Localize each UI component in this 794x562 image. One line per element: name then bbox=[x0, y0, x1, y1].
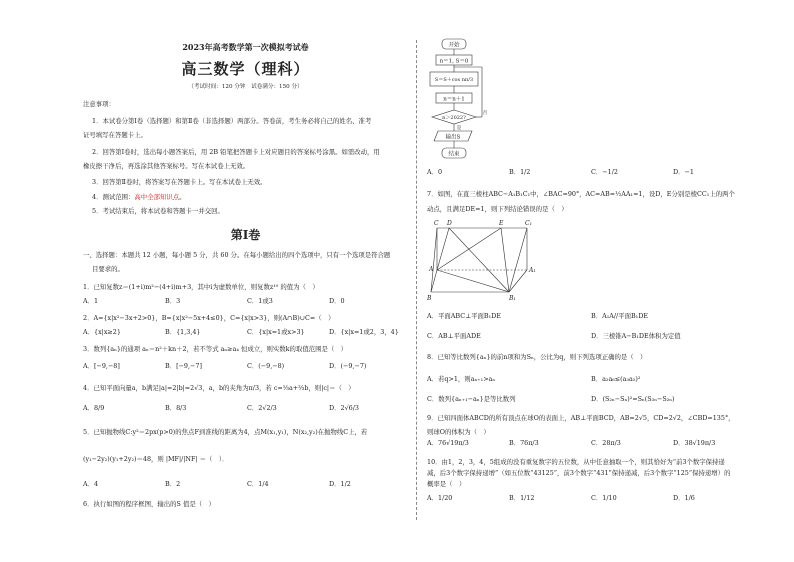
q7-option-a: A．平面ABC⊥平面B₁DE bbox=[427, 312, 501, 320]
q1-option-b: B．3 bbox=[165, 297, 181, 305]
q9-option-d: D．38√19π/3 bbox=[673, 439, 716, 447]
question-5-options bbox=[83, 480, 411, 488]
q3-option-b: B．[−9,−7] bbox=[165, 362, 202, 370]
question-1-options bbox=[83, 297, 411, 305]
q4-option-c: C．2√2/3 bbox=[247, 404, 277, 412]
question-8-options-row2 bbox=[427, 395, 755, 403]
question-9a: 9．已知四面体ABCD的所有顶点在球O的表面上，AB⊥平面BCD，AB=2√5，CD=2√2，∠CBD=135°， bbox=[427, 414, 735, 422]
left-column bbox=[78, 0, 413, 562]
program-flowchart bbox=[426, 38, 502, 160]
q5-option-c: C．1/4 bbox=[247, 480, 269, 488]
q4-option-d: D．2√6/3 bbox=[329, 404, 359, 412]
note-3: 3．回答第Ⅱ卷时，将答案写在答题卡上。写在本试卷上无效。 bbox=[92, 178, 267, 186]
question-5a: 5．已知抛物线C:y²＝2px(p>0)的焦点F到准线的距离为4，点M(x₁,y₁)，N(x₂,y₂)在抛物线C上，若 bbox=[83, 428, 368, 436]
q2-option-b: B．{1,3,4} bbox=[165, 328, 201, 336]
note-4-range: 高中全部知识点 bbox=[134, 193, 180, 201]
flow-init-text: n＝1, S＝0 bbox=[439, 58, 469, 65]
label-a: A bbox=[429, 266, 434, 273]
prism-figure bbox=[427, 218, 543, 308]
question-6-options bbox=[427, 168, 755, 176]
exam-meta: （考试时间：120 分钟 试卷满分：150 分） bbox=[188, 84, 303, 90]
q3-option-a: A．[−9,−8] bbox=[83, 362, 120, 370]
question-8: 8．已知等比数列{aₙ}的前n项和为Sₙ，公比为q，则下列选项正确的是（ ） bbox=[427, 353, 647, 361]
q6-option-b: B．1/2 bbox=[509, 168, 531, 176]
q7-option-d: D．三棱锥A−B₁DE体积为定值 bbox=[591, 332, 681, 340]
question-7-options-row1 bbox=[427, 312, 755, 320]
question-2-options bbox=[83, 328, 417, 336]
flow-start-text: 开始 bbox=[448, 42, 460, 49]
q6-option-d: D．−1 bbox=[673, 168, 694, 176]
q5-option-b: B．2 bbox=[165, 480, 181, 488]
section-intro-1: 一、选择题：本题共 12 小题，每小题 5 分，共 60 分。在每小题给出的四个选项中，只有一个选项是符合题 bbox=[83, 251, 391, 259]
q10-option-c: C．1/10 bbox=[591, 494, 617, 502]
exam-title: 2023年高考数学第一次模拟考试卷 bbox=[182, 42, 309, 52]
q10-option-b: B．1/12 bbox=[509, 494, 535, 502]
flow-end-text: 结束 bbox=[448, 151, 460, 158]
section-intro-2: 目要求的。 bbox=[92, 265, 124, 273]
q10-option-d: D．1/6 bbox=[673, 494, 695, 502]
question-10b: 减，后3个数字保持递增”（如五位数“43125”，前3个数字“431”保持递减，后3个数字“125”保持递增）的 bbox=[427, 469, 731, 477]
q6-option-c: C．−1/2 bbox=[591, 168, 618, 176]
flow-update-s-text: S＝S＋cos nπ/3 bbox=[434, 77, 474, 83]
question-8-options-row1 bbox=[427, 375, 755, 383]
note-4-prefix: 4．测试范围： bbox=[92, 193, 135, 201]
q2-option-d: D．{x|x=1或2，3，4} bbox=[329, 328, 399, 336]
question-2: 2．A={x|x²−3x+2>0}，B={x|x²−5x+4≤0}，C={x|x>3}，则(A∩B)∪C=（ ） bbox=[83, 314, 335, 322]
question-10a: 10．由1，2，3，4，5组成的没有重复数字的五位数，从中任意抽取一个，则其恰好为“前3个数字保持递 bbox=[427, 458, 725, 466]
question-9b: 则球O的体积为（ ） bbox=[427, 428, 490, 436]
label-d: D bbox=[447, 220, 452, 227]
flow-condition-text: n＞2022? bbox=[442, 115, 466, 121]
flow-update-n-text: n＝n＋1 bbox=[443, 96, 465, 103]
note-1b: 证号填写在答题卡上。 bbox=[83, 131, 147, 139]
q2-option-c: C．{x|x=1或x>3} bbox=[247, 328, 305, 336]
q9-option-b: B．76π/3 bbox=[509, 439, 539, 447]
question-5b: (y₁−2y₂)(y₁+2y₂)＝48，则 |MF|/|NF| ＝（ ）． bbox=[83, 455, 229, 463]
q8-option-c: C．数列{aₙ₊₁−aₙ}是等比数列 bbox=[427, 395, 516, 403]
notes-heading: 注意事项： bbox=[83, 100, 115, 108]
question-3: 3．数列{aₙ}的通项 aₙ＝n²＋kn＋2，若不等式 aₙ≥a₄ 恒成立，则实数k的取值范围是（ ） bbox=[83, 345, 348, 353]
q8-option-a: A．若q>1，则aₙ₊₁>aₙ bbox=[427, 375, 496, 383]
q7-option-c: C．AB⊥平面ADE bbox=[427, 332, 481, 340]
question-3-options bbox=[83, 362, 411, 370]
flow-output-text: 输出S bbox=[445, 134, 461, 141]
q4-option-a: A．8/9 bbox=[83, 404, 105, 412]
q1-option-a: A．1 bbox=[83, 297, 99, 305]
note-4-suffix: 。 bbox=[179, 193, 186, 201]
label-e: E bbox=[499, 220, 504, 227]
note-2b: 橡皮擦干净后，再选涂其他答案标号。写在本试卷上无效。 bbox=[83, 162, 250, 170]
label-c: C bbox=[434, 220, 439, 227]
q10-option-a: A．1/20 bbox=[427, 494, 453, 502]
note-1a: 1．本试卷分第Ⅰ卷（选择题）和第Ⅱ卷（非选择题）两部分。答卷前，考生务必将自己的姓名、准考 bbox=[92, 117, 372, 125]
question-4: 4．已知平面向量a，b满足|a|=2|b|=2√3，a，b的夹角为π/3，若 c=⅓a+⅔b，则|c|＝（ ） bbox=[83, 384, 355, 392]
question-6: 6．执行如图的程序框图，输出的S 值是（ ） bbox=[83, 500, 215, 508]
flow-no-label: 否 bbox=[482, 111, 488, 116]
exam-subject: 高三数学（理科） bbox=[181, 60, 310, 78]
q1-option-d: D．0 bbox=[329, 297, 345, 305]
question-7-options-row2 bbox=[427, 332, 755, 340]
label-a1: A₁ bbox=[529, 267, 536, 274]
label-b: B bbox=[427, 295, 432, 302]
note-5: 5．考试结束后，将本试卷和答题卡一并交回。 bbox=[92, 207, 224, 215]
note-4 bbox=[92, 193, 186, 201]
q3-option-d: D．(−9,−7) bbox=[329, 362, 367, 370]
question-7b: 动点，且满足DE=1，则下列结论错误的是（ ） bbox=[427, 205, 568, 213]
q4-option-b: B．8/3 bbox=[165, 404, 187, 412]
flow-yes-label: 是 bbox=[456, 126, 462, 131]
q5-option-d: D．1/2 bbox=[329, 480, 351, 488]
q9-option-c: C．28π/3 bbox=[591, 439, 621, 447]
label-b1: B₁ bbox=[509, 295, 516, 302]
q6-option-a: A．0 bbox=[427, 168, 443, 176]
section-title: 第Ⅰ卷 bbox=[230, 228, 261, 242]
question-4-options bbox=[83, 404, 411, 412]
q5-option-a: A．4 bbox=[83, 480, 99, 488]
question-10-options bbox=[427, 494, 755, 502]
question-7a: 7．如图，在直三棱柱ABC−A₁B₁C₁中，∠BAC=90°，AC=AB=½AA₁=1，设D，E分别是棱CC₁上的两个 bbox=[427, 190, 735, 198]
q8-option-b: B．a₂a₆≤(a₃a₅)² bbox=[591, 375, 641, 383]
label-c1: C₁ bbox=[525, 220, 532, 227]
q7-option-b: B．A₁A//平面B₁DE bbox=[591, 312, 649, 320]
q8-option-d: D．(S₂ₙ−Sₙ)²=Sₙ(S₃ₙ−S₂ₙ) bbox=[591, 395, 675, 403]
q2-option-a: A．{x|x≥2} bbox=[83, 328, 121, 336]
right-column bbox=[422, 0, 762, 562]
question-10c: 概率是（ ） bbox=[427, 480, 466, 488]
q1-option-c: C．1或3 bbox=[247, 297, 273, 305]
question-1: 1．已知复数z＝(1+i)m²−(4+i)m+3，其中i为虚数单位，则复数z¹⁰ 的值为（ ） bbox=[83, 283, 319, 291]
column-divider bbox=[416, 40, 417, 520]
q9-option-a: A．76√19π/3 bbox=[427, 439, 469, 447]
q3-option-c: C．(−9,−8) bbox=[247, 362, 285, 370]
question-9-options bbox=[427, 439, 755, 447]
note-2a: 2．回答第Ⅰ卷时，选出每小题答案后，用 2B 铅笔把答题卡上对应题目的答案标号涂黑。如需改动，用 bbox=[92, 148, 380, 156]
